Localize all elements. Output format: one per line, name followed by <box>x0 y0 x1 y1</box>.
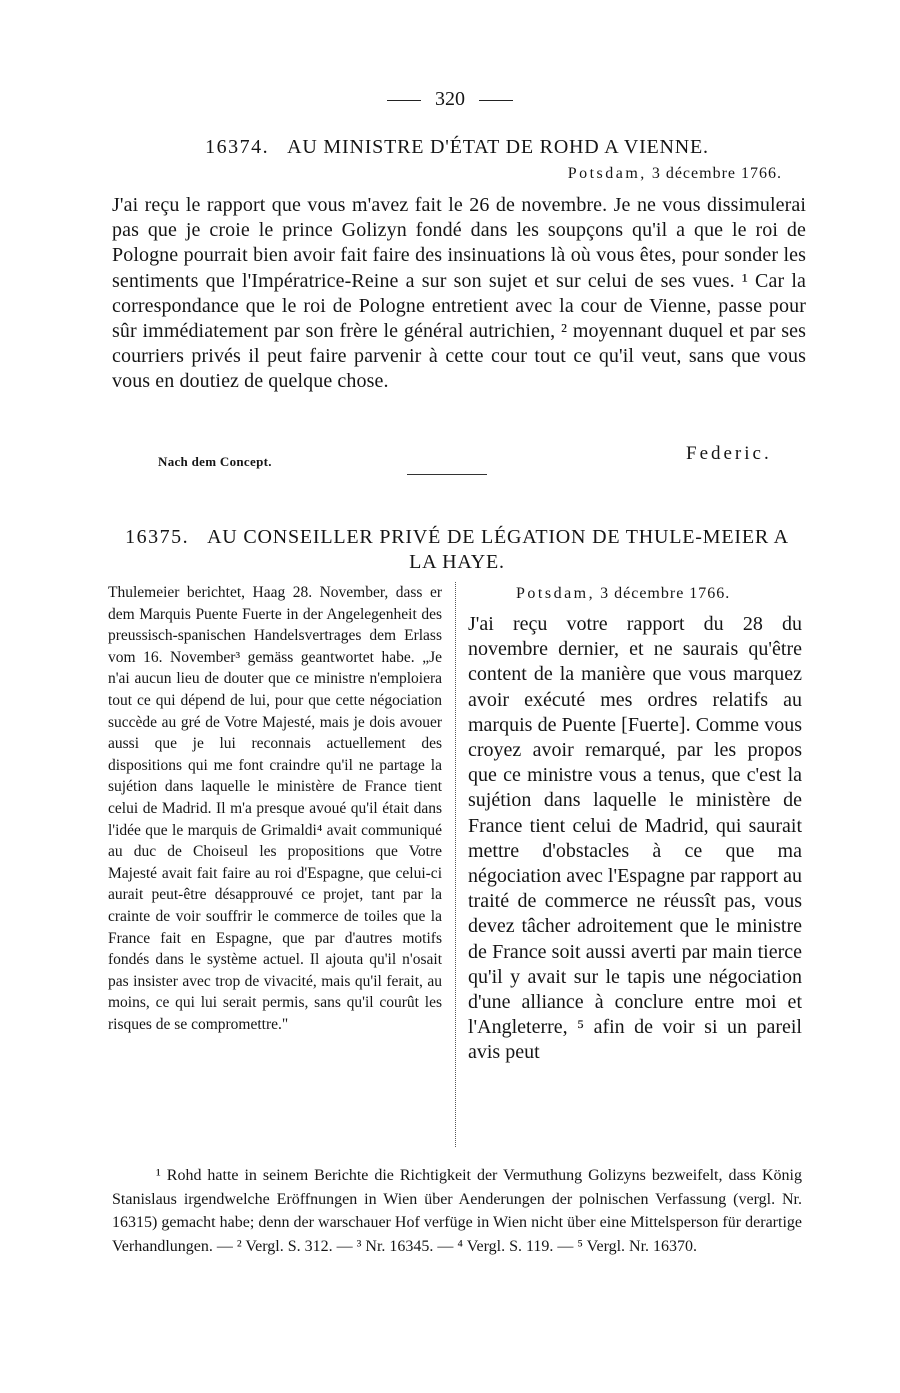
letter-heading-16375 <box>112 525 802 575</box>
place: Potsdam, <box>567 165 647 182</box>
letter-body-text: J'ai reçu le rapport que vous m'avez fait le 26 de novembre. Je ne vous dissimulerai pas que je croie le prince Golizyn fondé dans les soupçons qu'il a que le roi de Pologne pourrait bien avoir fait faire des insinuations là où vous êtes, pour sonder les sentiments que l'Impératrice-Reine a sur son sujet et sur celui de ses vues. ¹ Car la correspondance que le roi de Pologne entretient avec la cour de Vienne, passe pour sûr immédiatement par son frère le général autrichien, ² moyennant duquel et par ses courriers privés il peut faire parvenir à cette cour tout ce qu'il veut, sans que vous vous en doutiez de quelque chose. <box>112 194 806 393</box>
source-note: Nach dem Concept. <box>158 454 272 469</box>
footnotes <box>112 1164 802 1258</box>
right-dash <box>479 100 513 101</box>
date: 3 décembre 1766. <box>651 165 782 182</box>
date: 3 décembre 1766. <box>600 585 731 602</box>
place-date-16374 <box>568 165 782 183</box>
letter-title: AU CONSEILLER PRIVÉ DE LÉGATION DE THULE-MEIER A LA HAYE. <box>207 526 789 573</box>
left-dash <box>387 100 421 101</box>
letter-column <box>468 612 802 1066</box>
letter-number: 16374. <box>205 136 270 158</box>
footnotes-text: ¹ Rohd hatte in seinem Berichte die Richtigkeit der Vermuthung Golizyns bezweifelt, dass König Stanislaus irgendwelche Eröffnungen in Wien über Aenderungen der polnischen Verfassung (vergl. Nr. 16315) gemacht habe; denn der warschauer Hof verfüge in Wien nicht über eine Mittelsperson für derartige Verhandlungen. — ² Vergl. S. 312. — ³ Nr. 16345. — ⁴ Vergl. S. 119. — ⁵ Vergl. Nr. 16370. <box>112 1167 802 1255</box>
section-divider-rule <box>407 474 487 475</box>
summary-text: Thulemeier berichtet, Haag 28. November, dass er dem Marquis Puente Fuerte in der Angelegenheit des preussisch-spanischen Handelsvertrages dem Erlass vom 16. November³ gemäss geantwortet habe. „Je n'ai aucun lieu de douter que ce ministre n'emploiera tout ce qui dépend de lui, pour que cette négociation succède au gré de Votre Majesté, mais je dois avouer aussi que je lui reconnais actuellement des dispositions qui me font craindre qu'il ne partage la sujétion dans laquelle le ministère de France tient celui de Madrid. Il m'a presque avoué qu'il était dans l'idée que le marquis de Grimaldi⁴ avait communiqué au duc de Choiseul les propositions que Votre Majesté avait fait faire au roi d'Espagne, que celui-ci aurait peut-être désapprouvé ce projet, tant par la crainte de voir souffrir le commerce de toiles que la France fait en Espagne, que par d'autres motifs fondés dans le système actuel. Il ajouta qu'il n'osait pas insister avec trop de vivacité, mais qu'il ferait, au moins, ce qui lui serait permis, sans qu'il courût les risques de se compromettre." <box>108 584 442 1033</box>
place-date-16375 <box>516 585 730 603</box>
signature: Federic. <box>686 443 772 464</box>
letter-number: 16375. <box>125 526 190 548</box>
page-number-header <box>0 86 900 112</box>
letter-heading-16374 <box>112 135 802 160</box>
letter-body-text: J'ai reçu votre rapport du 28 du novembre dernier, et ne saurais qu'être content de la manière que vous marquez avoir exécuté mes ordres relatifs au marquis de Puente [Fuerte]. Comme vous croyez avoir remarqué, par les propos que ce ministre vous a tenus, que c'est la sujétion dans laquelle le ministère de France tient celui de Madrid, qui saurait mettre d'obstacles à ce que ma négociation avec l'Espagne par rapport au traité de commerce ne réussît pas, vous devez tâcher adroitement que le ministre de France soit aussi averti par main tierce qu'il y avait sur le tapis une négociation d'une alliance à conclure entre moi et l'Angleterre, ⁵ afin de voir si un pareil avis peut <box>468 613 803 1064</box>
letter-body-16374 <box>112 193 806 395</box>
summary-column <box>108 582 442 1035</box>
column-divider <box>455 582 456 1147</box>
place: Potsdam, <box>516 585 596 602</box>
letter-title: AU MINISTRE D'ÉTAT DE ROHD A VIENNE. <box>287 136 709 158</box>
page-number: 320 <box>435 88 465 110</box>
